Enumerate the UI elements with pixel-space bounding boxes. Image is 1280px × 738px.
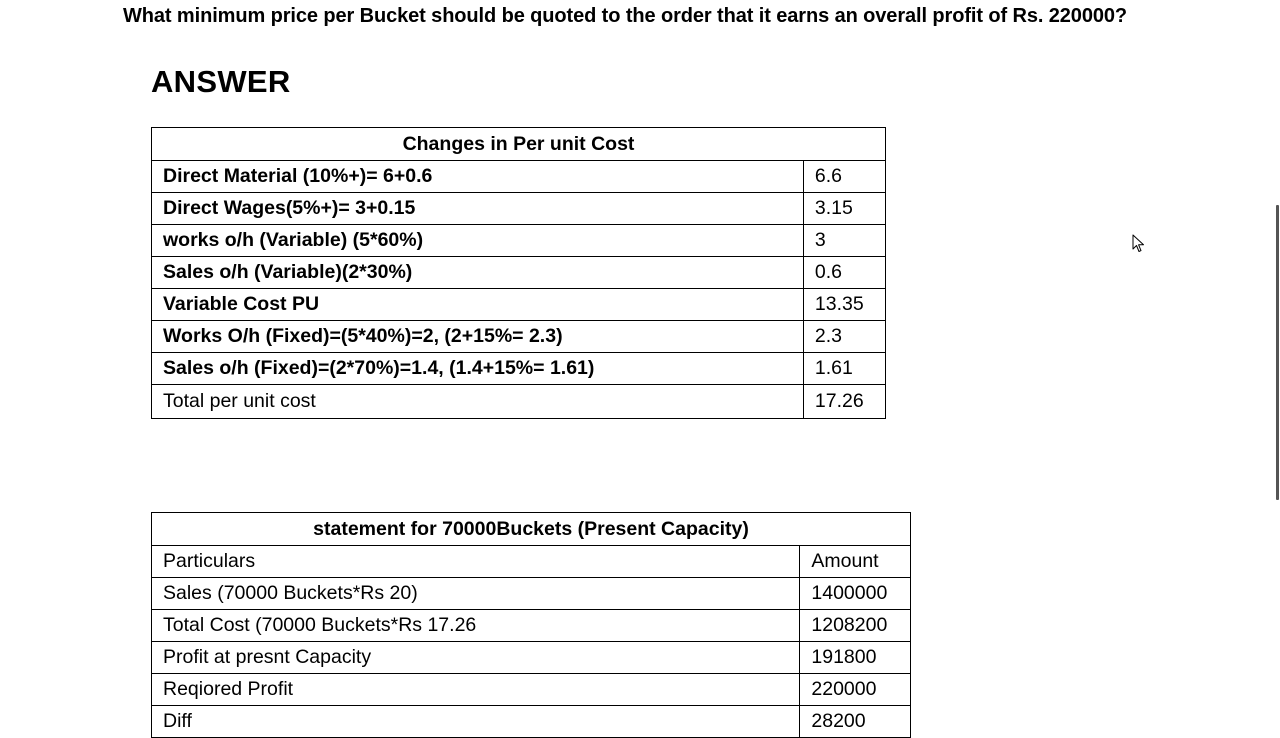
row-label: works o/h (Variable) (5*60%) (152, 225, 804, 257)
row-value: 3.15 (803, 193, 885, 225)
row-value: 0.6 (803, 257, 885, 289)
question-text: What minimum price per Bucket should be quoted to the order that it earns an overall profit of Rs. 220000? (123, 5, 1128, 27)
row-label: Sales (70000 Buckets*Rs 20) (152, 578, 800, 610)
statement-table (151, 512, 911, 738)
row-label: Variable Cost PU (152, 289, 804, 321)
table-row (152, 353, 886, 385)
table-row (152, 321, 886, 353)
row-value: 1.61 (803, 353, 885, 385)
column-header-amount: Amount (800, 546, 911, 578)
row-value: 220000 (800, 674, 911, 706)
row-value: 17.26 (803, 385, 885, 419)
table-header-row (152, 128, 886, 161)
table-row (152, 578, 911, 610)
row-value: 3 (803, 225, 885, 257)
row-value: 2.3 (803, 321, 885, 353)
row-label: Sales o/h (Variable)(2*30%) (152, 257, 804, 289)
row-value: 1208200 (800, 610, 911, 642)
table-header-row (152, 513, 911, 546)
row-label: Works O/h (Fixed)=(5*40%)=2, (2+15%= 2.3) (152, 321, 804, 353)
table-row (152, 674, 911, 706)
row-label: Reqiored Profit (152, 674, 800, 706)
row-label: Total Cost (70000 Buckets*Rs 17.26 (152, 610, 800, 642)
statement-table-title: statement for 70000Buckets (Present Capacity) (152, 513, 911, 546)
row-label: Sales o/h (Fixed)=(2*70%)=1.4, (1.4+15%= 1.61) (152, 353, 804, 385)
vertical-scrollbar[interactable] (1274, 0, 1280, 720)
table-column-header-row (152, 546, 911, 578)
row-value: 191800 (800, 642, 911, 674)
scrollbar-thumb[interactable] (1276, 205, 1279, 500)
table-row (152, 193, 886, 225)
row-value: 28200 (800, 706, 911, 738)
table-row (152, 225, 886, 257)
column-header-particulars: Particulars (152, 546, 800, 578)
row-label: Direct Wages(5%+)= 3+0.15 (152, 193, 804, 225)
mouse-pointer-icon (1132, 234, 1146, 254)
row-label: Direct Material (10%+)= 6+0.6 (152, 161, 804, 193)
answer-heading: ANSWER (151, 64, 291, 99)
table-row (152, 257, 886, 289)
table-row (152, 706, 911, 738)
row-label: Diff (152, 706, 800, 738)
row-value: 6.6 (803, 161, 885, 193)
cost-changes-table (151, 127, 886, 419)
row-label: Total per unit cost (152, 385, 804, 419)
table-row (152, 289, 886, 321)
cost-table-title: Changes in Per unit Cost (152, 128, 886, 161)
table-row (152, 610, 911, 642)
row-value: 13.35 (803, 289, 885, 321)
row-label: Profit at presnt Capacity (152, 642, 800, 674)
table-row-total (152, 385, 886, 419)
table-row (152, 161, 886, 193)
table-row (152, 642, 911, 674)
row-value: 1400000 (800, 578, 911, 610)
